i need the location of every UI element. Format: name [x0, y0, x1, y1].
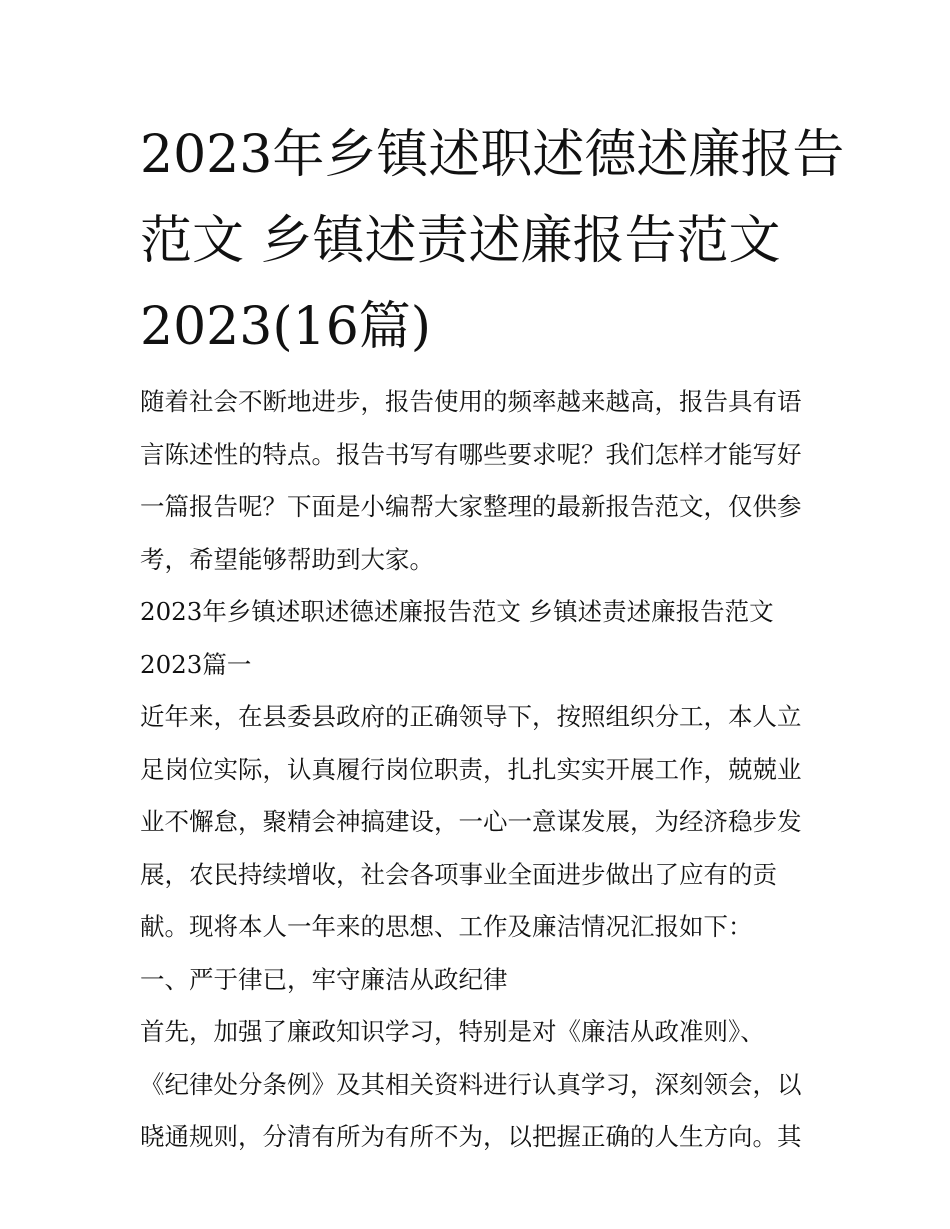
body-line: 献。现将本人一年来的思想、工作及廉洁情况汇报如下： [140, 912, 753, 941]
section-line: 晓通规则，分清有所为有所不为，以把握正确的人生方向。其 [140, 1122, 802, 1151]
title-line-3: 2023(16篇) [140, 297, 432, 357]
body-line: 足岗位实际，认真履行岗位职责，扎扎实实开展工作，兢兢业 [140, 754, 802, 784]
body-line: 展，农民持续增收，社会各项事业全面进步做出了应有的贡 [140, 859, 777, 889]
article-subtitle [140, 586, 830, 691]
section-heading-text: 一、严于律已，牢守廉洁从政纪律 [140, 964, 508, 994]
document-title [140, 112, 845, 370]
intro-paragraph [140, 376, 830, 586]
intro-line: 一篇报告呢？下面是小编帮大家整理的最新报告范文，仅供参 [140, 492, 802, 521]
section-heading [140, 954, 830, 1007]
body-paragraph [140, 691, 830, 954]
intro-line: 言陈述性的特点。报告书写有哪些要求呢？我们怎样才能写好 [140, 439, 802, 469]
title-line-2: 范文 乡镇述责述廉报告范文 [140, 211, 781, 271]
section-paragraph [140, 1006, 830, 1164]
section-line: 首先，加强了廉政知识学习，特别是对《廉洁从政准则》、 [140, 1017, 765, 1046]
title-line-1: 2023年乡镇述职述德述廉报告 [140, 125, 845, 185]
document-content [140, 112, 845, 1164]
intro-line: 随着社会不断地进步，报告使用的频率越来越高，报告具有语 [140, 387, 802, 416]
subtitle-line: 2023篇一 [140, 649, 252, 679]
subtitle-line: 2023年乡镇述职述德述廉报告范文 乡镇述责述廉报告范文 [140, 597, 774, 626]
body-line: 近年来，在县委县政府的正确领导下，按照组织分工，本人立 [140, 702, 802, 731]
section-line: 《纪律处分条例》及其相关资料进行认真学习，深刻领会，以 [140, 1069, 802, 1099]
intro-line: 考，希望能够帮助到大家。 [140, 544, 434, 574]
body-line: 业不懈怠，聚精会神搞建设，一心一意谋发展，为经济稳步发 [140, 807, 802, 836]
